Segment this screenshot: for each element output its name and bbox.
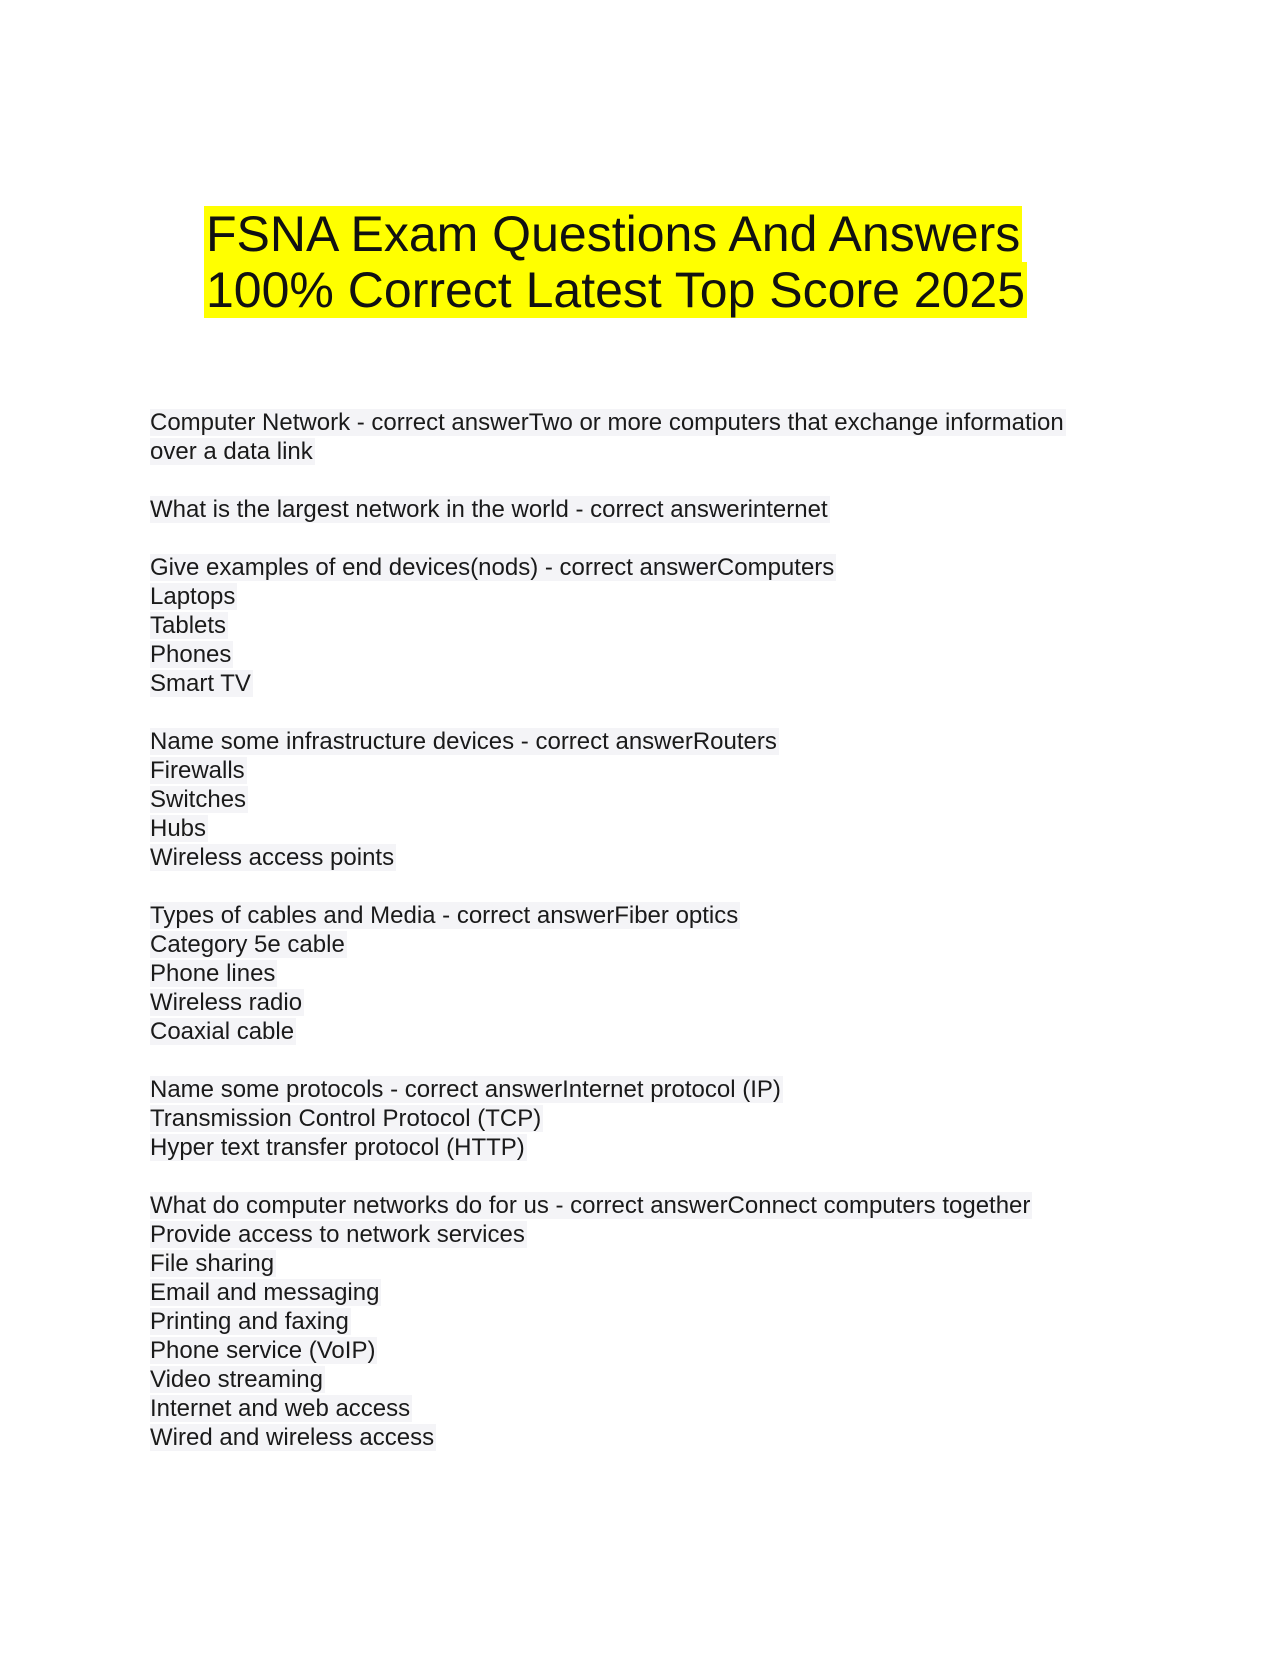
qa-line: Wireless access points [150, 844, 395, 871]
qa-line: Firewalls [150, 757, 245, 784]
qa-line: Internet and web access [150, 1395, 411, 1422]
qa-line: Provide access to network services [150, 1221, 525, 1248]
document-title [204, 206, 1034, 318]
qa-line: Transmission Control Protocol (TCP) [150, 1105, 542, 1132]
qa-line: Switches [150, 786, 247, 813]
qa-line: Phones [150, 641, 232, 668]
qa-line: Hyper text transfer protocol (HTTP) [150, 1134, 525, 1161]
qa-line: Wireless radio [150, 989, 303, 1016]
qa-line: Name some infrastructure devices - correct answerRouters [150, 728, 777, 755]
qa-entry [150, 408, 1150, 466]
qa-line: File sharing [150, 1250, 275, 1277]
qa-entry [150, 901, 1150, 1046]
qa-line: Name some protocols - correct answerInternet protocol (IP) [150, 1076, 781, 1103]
qa-line: Video streaming [150, 1366, 323, 1393]
qa-line: Email and messaging [150, 1279, 380, 1306]
qa-line: Coaxial cable [150, 1018, 295, 1045]
qa-line: What do computer networks do for us - correct answerConnect computers together [150, 1192, 1031, 1219]
qa-line: over a data link [150, 438, 313, 465]
qa-line: Phone service (VoIP) [150, 1337, 376, 1364]
qa-list [150, 408, 1150, 1481]
title-line-2: 100% Correct Latest Top Score 2025 [206, 262, 1026, 318]
title-line-1: FSNA Exam Questions And Answers [206, 206, 1021, 262]
qa-line: Smart TV [150, 670, 251, 697]
qa-entry [150, 1191, 1150, 1452]
qa-line: Wired and wireless access [150, 1424, 435, 1451]
qa-entry [150, 1075, 1150, 1162]
qa-entry [150, 495, 1150, 524]
qa-entry [150, 553, 1150, 698]
qa-line: What is the largest network in the world - correct answerinternet [150, 496, 828, 523]
qa-line: Printing and faxing [150, 1308, 349, 1335]
qa-entry [150, 727, 1150, 872]
qa-line: Tablets [150, 612, 227, 639]
qa-line: Types of cables and Media - correct answerFiber optics [150, 902, 739, 929]
qa-line: Hubs [150, 815, 207, 842]
qa-line: Give examples of end devices(nods) - correct answerComputers [150, 554, 835, 581]
qa-line: Category 5e cable [150, 931, 345, 958]
qa-line: Phone lines [150, 960, 276, 987]
qa-line: Laptops [150, 583, 236, 610]
qa-line: Computer Network - correct answerTwo or more computers that exchange information [150, 409, 1064, 436]
